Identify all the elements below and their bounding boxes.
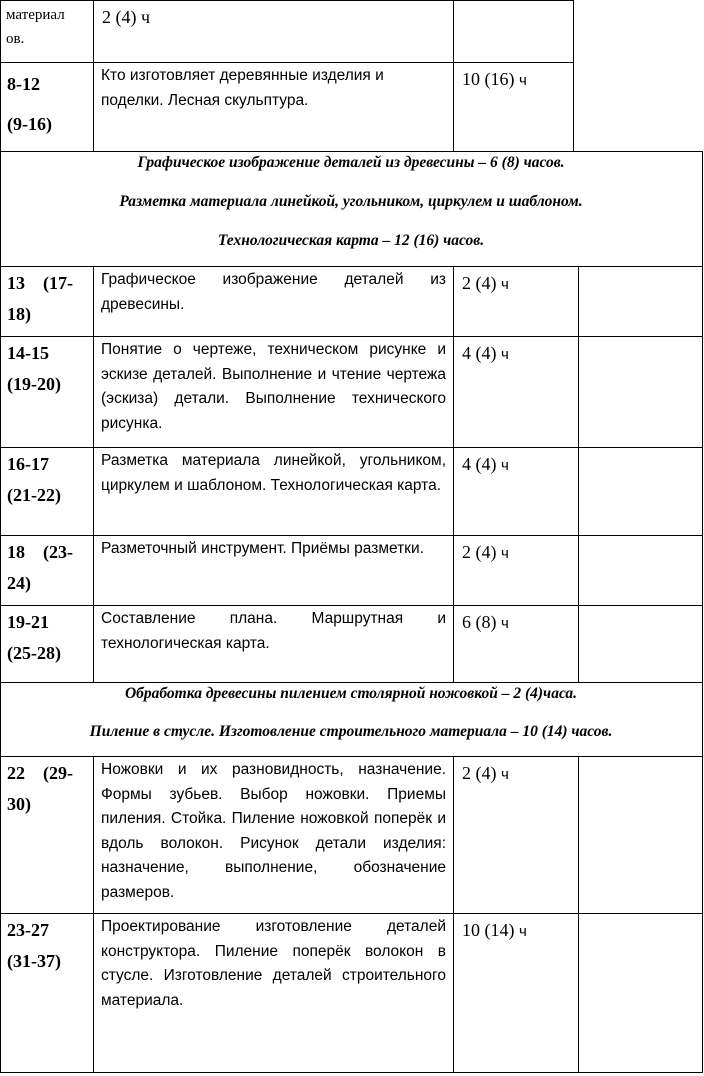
column-border (453, 266, 454, 682)
section-heading-line: Разметка материала линейкой, угольником, циркулем и шаблоном. (119, 193, 583, 210)
topic-cell: Проектирование изготовление деталей конструктора. Пиление поперёк волокон в стусле. Изготовление деталей строительного материала. (101, 918, 446, 1009)
hours-cell (462, 541, 509, 565)
column-border (93, 266, 94, 682)
column-border (93, 0, 94, 151)
column-border (702, 151, 703, 1073)
hours-cell (462, 919, 527, 943)
column-border (573, 0, 574, 151)
hours-cell (462, 272, 509, 296)
topic-cell: Разметочный инструмент. Приёмы разметки. (101, 540, 424, 557)
row-border (0, 0, 574, 1)
row-number-cell (7, 268, 89, 330)
row-number-line: (9-16) (7, 114, 52, 134)
row-border (0, 682, 703, 683)
row-number-line: 8-12 (7, 74, 40, 94)
hours-value: 10 (14) (462, 920, 515, 940)
hours-cell (462, 611, 509, 635)
hours-value: 2 (4) (462, 542, 497, 562)
row-number-line: 13 (17- (7, 273, 73, 293)
column-border (578, 756, 579, 1073)
hours-unit: ч (501, 545, 509, 562)
hours-cell: 2 (4) ч (102, 7, 151, 27)
row-border (0, 913, 703, 914)
topic-cell: Понятие о чертеже, техническом рисунке и эскизе деталей. Выполнение и чтение чертежа (эскиза) детали. Выполнение технического рисунка. (101, 341, 446, 432)
hours-cell (462, 762, 509, 786)
row-number-cell (7, 64, 52, 144)
hours-unit: ч (501, 276, 509, 293)
row-number-line: 14-15 (7, 343, 49, 363)
topic-cell: Разметка материала линейкой, угольником, циркулем и шаблоном. Технологическая карта. (101, 452, 446, 494)
hours-unit: ч (501, 346, 509, 363)
row-number-cell (7, 537, 73, 599)
row-number-line: (31-37) (7, 951, 61, 971)
row-border (0, 62, 574, 63)
section-heading-line: Технологическая карта – 12 (16) часов. (217, 232, 485, 249)
hours-value: 2 (4) (462, 763, 497, 783)
column-border (93, 756, 94, 1073)
row-border (0, 535, 703, 536)
row-number-line: 23-27 (7, 920, 49, 940)
row-number-line: 22 (29- (7, 763, 73, 783)
row-number-cell (7, 449, 61, 511)
hours-value: 2 (4) (462, 273, 497, 293)
hours-unit: ч (501, 457, 509, 474)
row-border (0, 447, 703, 448)
topic-cell: Графическое изображение деталей из древесины. (101, 271, 446, 313)
row-number-cell (7, 915, 61, 977)
hours-unit: ч (519, 923, 527, 940)
topic-cell: Кто изготовляет деревянные изделия и поделки. Лесная скульптура. (101, 67, 384, 109)
row-number-cell (7, 338, 61, 400)
topic-cell: Составление плана. Маршрутная и технологическая карта. (101, 610, 446, 652)
section-heading-line: Пиление в стусле. Изготовление строительного материала – 10 (14) часов. (89, 723, 613, 740)
hours-value: 4 (4) (462, 454, 497, 474)
column-border (578, 266, 579, 682)
hours-cell (462, 342, 509, 366)
row-number-line: 16-17 (7, 454, 49, 474)
row-number-line: 19-21 (7, 612, 49, 632)
row-number-cell (7, 758, 73, 820)
section-heading-line: Графическое изображение деталей из древесины – 6 (8) часов. (137, 154, 565, 171)
row-border (0, 151, 703, 152)
hours-unit: ч (501, 766, 509, 783)
row-border (0, 756, 703, 757)
hours-value: 10 (16) (462, 69, 515, 89)
row-border (0, 1072, 703, 1073)
hours-value: 6 (8) (462, 612, 497, 632)
row-number-line: 18) (7, 304, 31, 324)
row-number-line: ов. (6, 31, 25, 47)
hours-unit: ч (519, 72, 527, 89)
row-number-line: (19-20) (7, 374, 61, 394)
row-number-cell (6, 3, 65, 51)
hours-value: 4 (4) (462, 343, 497, 363)
row-number-line: 18 (23- (7, 542, 73, 562)
row-border (0, 605, 703, 606)
section-heading-line: Обработка древесины пилением столярной ножовкой – 2 (4)часа. (124, 685, 578, 702)
row-border (0, 266, 703, 267)
hours-unit: ч (501, 615, 509, 632)
column-border (453, 756, 454, 1073)
row-number-line: 24) (7, 573, 31, 593)
row-border (0, 336, 703, 337)
row-number-cell (7, 607, 61, 669)
row-number-line: (21-22) (7, 485, 61, 505)
column-border (453, 0, 454, 151)
row-number-line: материал (6, 7, 65, 23)
row-number-line: (25-28) (7, 643, 61, 663)
hours-cell (462, 453, 509, 477)
row-number-line: 30) (7, 794, 31, 814)
hours-cell (462, 68, 527, 92)
topic-cell: Ножовки и их разновидность, назначение. Формы зубьев. Выбор ножовки. Приемы пиления. Стойка. Пиление ножовкой поперёк и вдоль волокон. Рисунок детали изделия: назначение, выполнение, обозначение размеров. (101, 761, 446, 901)
